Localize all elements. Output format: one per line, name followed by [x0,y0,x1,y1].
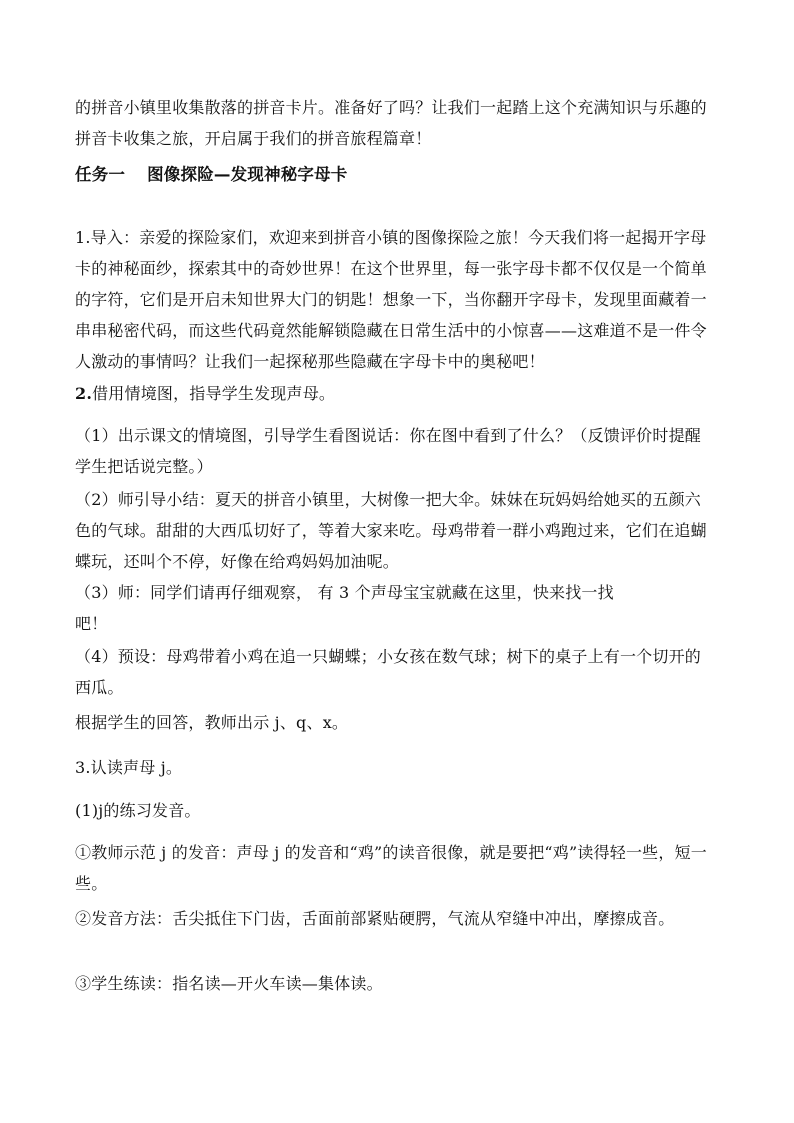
step3-1-b-paragraph: ②发音方法：舌尖抵住下门齿，舌面前部紧贴硬腭，气流从窄缝中冲出，摩擦成音。 [75,909,675,928]
step2-2-paragraph: （2）师引导小结：夏天的拼音小镇里，大树像一把大伞。妹妹在玩妈妈给她买的五颜六色的气球。甜甜的大西瓜切好了，等着大家来吃。母鸡带着一群小鸡跑过来，它们在追蝴蝶玩，还叫个不停，好像在给鸡妈妈加油呢。 [75,490,707,571]
step3-heading: 3.认读声母 j。 [75,758,183,777]
task1-heading-title: 图像探险—发现神秘字母卡 [147,165,348,184]
step2-paragraph [75,378,715,409]
task1-heading [75,159,715,190]
step3-1-paragraph: (1)j的练习发音。 [75,801,201,820]
step2-1-paragraph: （1）出示课文的情境图，引导学生看图说话：你在图中看到了什么？（反馈评价时提醒学生把话说完整。） [75,426,701,476]
task1-heading-label: 任务一 [75,165,126,184]
step3-1-a-paragraph: ①教师示范 j 的发音：声母 j 的发音和“鸡”的读音很像，就是要把“鸡”读得轻一些，短一些。 [75,843,707,893]
step2-3-paragraph [75,577,715,639]
step2-3-line1: （3）师：同学们请再仔细观察， 有 3 个声母宝宝就藏在这里，快来找一找 [75,583,614,602]
step2-text: 借用情境图，指导学生发现声母。 [92,384,336,403]
step2-4-paragraph: （4）预设：母鸡带着小鸡在追一只蝴蝶；小女孩在数气球；树下的桌子上有一个切开的西瓜。 [75,647,701,697]
step2-number: 2. [75,384,93,403]
step1-paragraph: 1.导入：亲爱的探险家们，欢迎来到拼音小镇的图像探险之旅！今天我们将一起揭开字母卡的神秘面纱，探索其中的奇妙世界！在这个世界里，每一张字母卡都不仅仅是一个简单的字符，它们是开启未知世界大门的钥匙！想象一下，当你翻开字母卡，发现里面藏着一串串秘密代码，而这些代码竟然能解锁隐藏在日常生活中的小惊喜——这难道不是一件令人激动的事情吗？让我们一起探秘那些隐藏在字母卡中的奥秘吧！ [75,228,707,371]
step2-conclusion: 根据学生的回答，教师出示 j、q、x。 [75,713,349,732]
step2-3-line2: 吧！ [75,614,108,633]
intro-paragraph: 的拼音小镇里收集散落的拼音卡片。准备好了吗？让我们一起踏上这个充满知识与乐趣的拼音卡收集之旅，开启属于我们的拼音旅程篇章！ [75,98,707,148]
step3-1-c-paragraph: ③学生练读：指名读—开火车读—集体读。 [75,974,383,993]
